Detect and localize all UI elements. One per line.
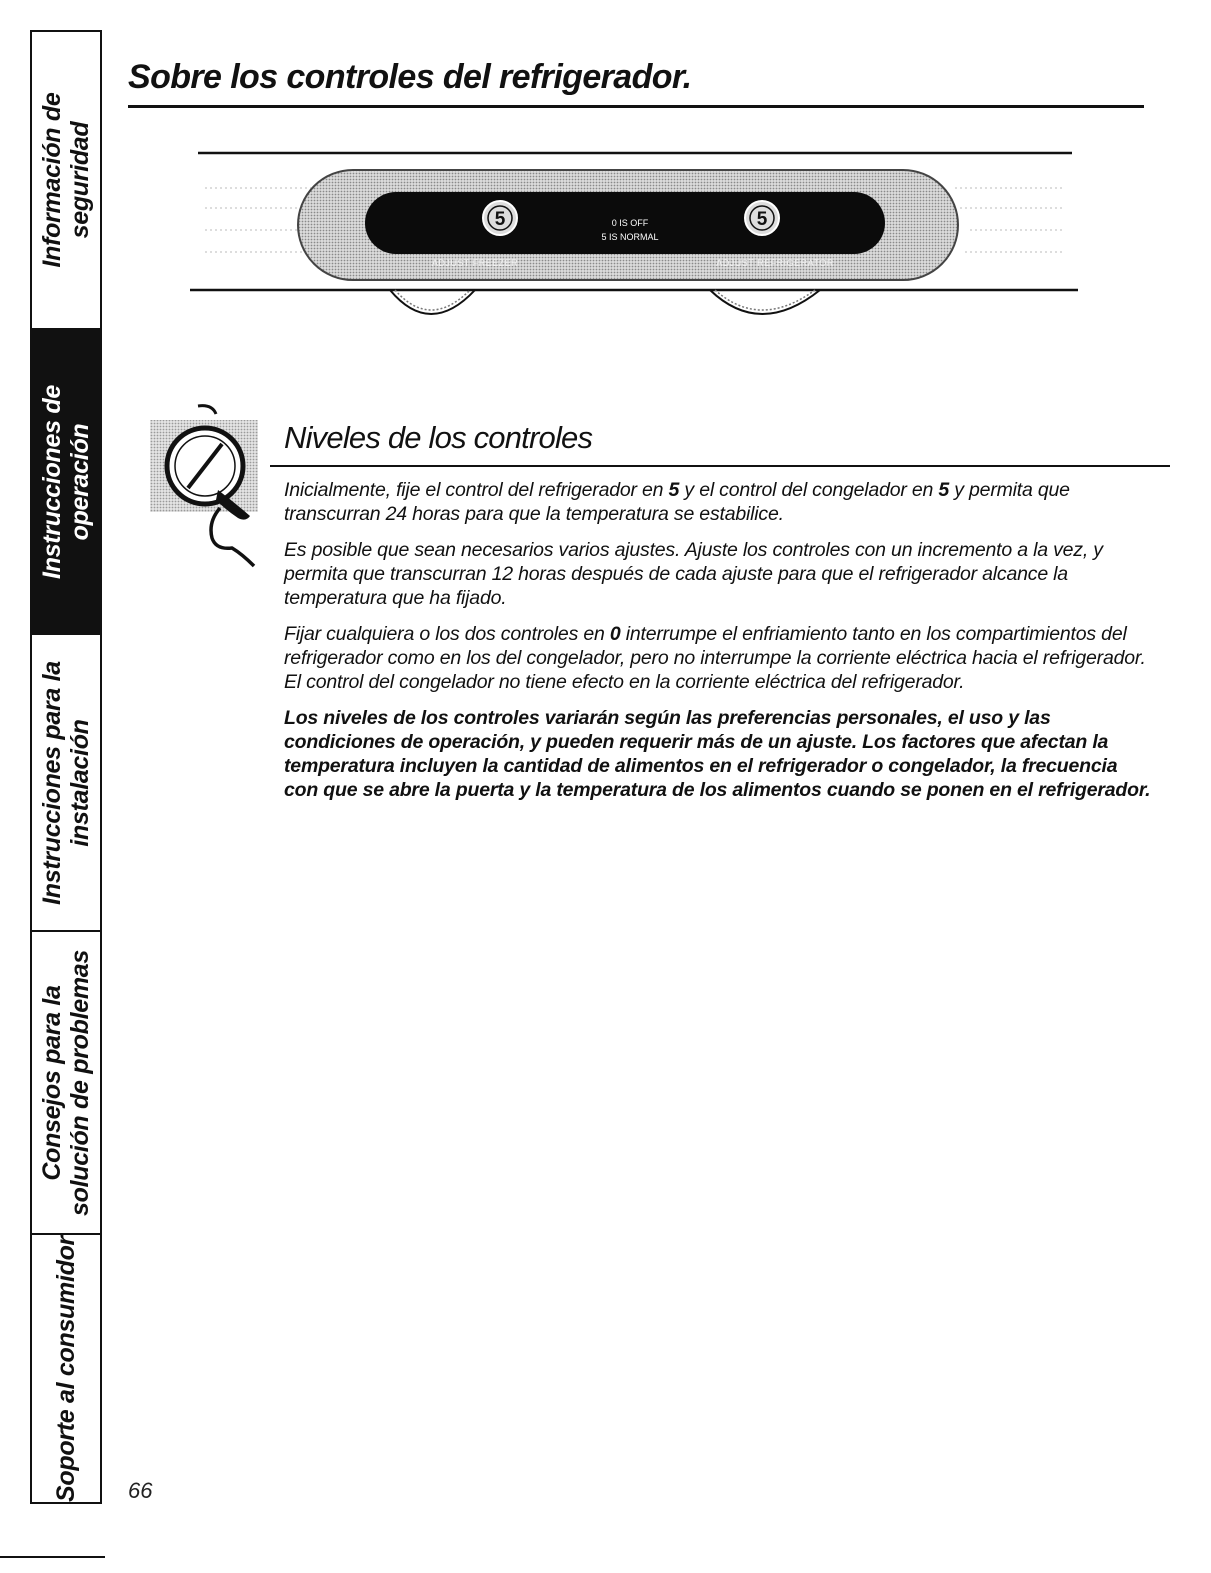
tab-informacion-seguridad[interactable] xyxy=(32,32,100,330)
paragraph-zero-setting xyxy=(284,622,1154,694)
fridge-dial-value: 5 xyxy=(756,209,768,230)
tab-instrucciones-operacion[interactable] xyxy=(32,330,100,635)
tab-label xyxy=(38,661,94,905)
tab-label-line1: Instrucciones para la xyxy=(38,660,66,905)
value-0: 0 xyxy=(609,623,621,645)
paragraph-factors: Los niveles de los controles variarán según las preferencias personales, el uso y las condiciones de operación, y pueden requerir más de un ajuste. Los factores que afectan la temperatura incluyen la cantidad de alimentos en el refrigerador o congelador, la frecuencia con que se abre la puerta y la temperatura de los alimentos cuando se ponen en el refrigerador. xyxy=(284,707,1151,801)
title-divider xyxy=(128,105,1144,108)
legend-line1: 0 IS OFF xyxy=(611,218,649,228)
tab-label-line2: operación xyxy=(66,423,94,540)
hand-dial-icon xyxy=(150,398,260,573)
tab-label-line1: Soporte al consumidor xyxy=(52,1235,80,1502)
tab-soporte-consumidor[interactable] xyxy=(32,1235,100,1502)
section-divider xyxy=(270,465,1170,467)
tab-instrucciones-instalacion[interactable] xyxy=(32,635,100,932)
section-body xyxy=(284,478,1154,814)
paragraph-initial-setting xyxy=(284,478,1154,526)
text-span: interrumpe el enfriamiento tanto en los compartimientos del refrigerador como en los del congelador, pero no interrumpe la corriente eléctrica hacia el refrigerador. El control del congelador no tiene efecto en la corriente eléctrica del refrigerador. xyxy=(284,623,1146,693)
tab-label-line2: solución de problemas xyxy=(66,949,94,1216)
tab-label-line1: Instrucciones de xyxy=(38,384,66,579)
tab-label xyxy=(38,93,94,268)
tab-label-line2: seguridad xyxy=(66,121,94,239)
tab-label xyxy=(52,1236,80,1502)
page-number: 66 xyxy=(128,1478,153,1503)
tab-label-line1: Información de xyxy=(38,92,66,268)
fridge-label: ADJUST REFRIGERATOR xyxy=(716,258,834,268)
text-span: Inicialmente, fije el control del refrigerador en xyxy=(284,479,669,501)
section-title: Niveles de los controles xyxy=(284,420,593,455)
freezer-label: ADJUST FREEZER xyxy=(431,258,519,268)
value-5: 5 xyxy=(938,479,950,501)
paragraph-adjustments: Es posible que sean necesarios varios ajustes. Ajuste los controles con un incremento a la vez, y permita que transcurran 12 horas después de cada ajuste para que el refrigerador alcance la temperatura que ha fijado. xyxy=(284,539,1103,609)
bottom-divider xyxy=(0,1556,105,1558)
text-span: y el control del congelador en xyxy=(679,479,939,501)
value-5: 5 xyxy=(668,479,680,501)
tab-label xyxy=(38,385,94,579)
control-panel-illustration xyxy=(190,148,1080,338)
legend-line2: 5 IS NORMAL xyxy=(601,232,659,242)
tab-solucion-problemas[interactable] xyxy=(32,932,100,1235)
tab-label xyxy=(38,950,94,1216)
tab-label-line2: instalación xyxy=(66,718,94,847)
text-span: y permita que transcurran 24 horas para que la temperatura se estabilice. xyxy=(284,479,1070,525)
page-title: Sobre los controles del refrigerador. xyxy=(128,58,692,96)
tab-label-line1: Consejos para la xyxy=(38,984,66,1181)
freezer-dial-value: 5 xyxy=(494,209,506,230)
text-span: Fijar cualquiera o los dos controles en xyxy=(284,623,610,645)
sidebar-tabs xyxy=(30,30,102,1504)
